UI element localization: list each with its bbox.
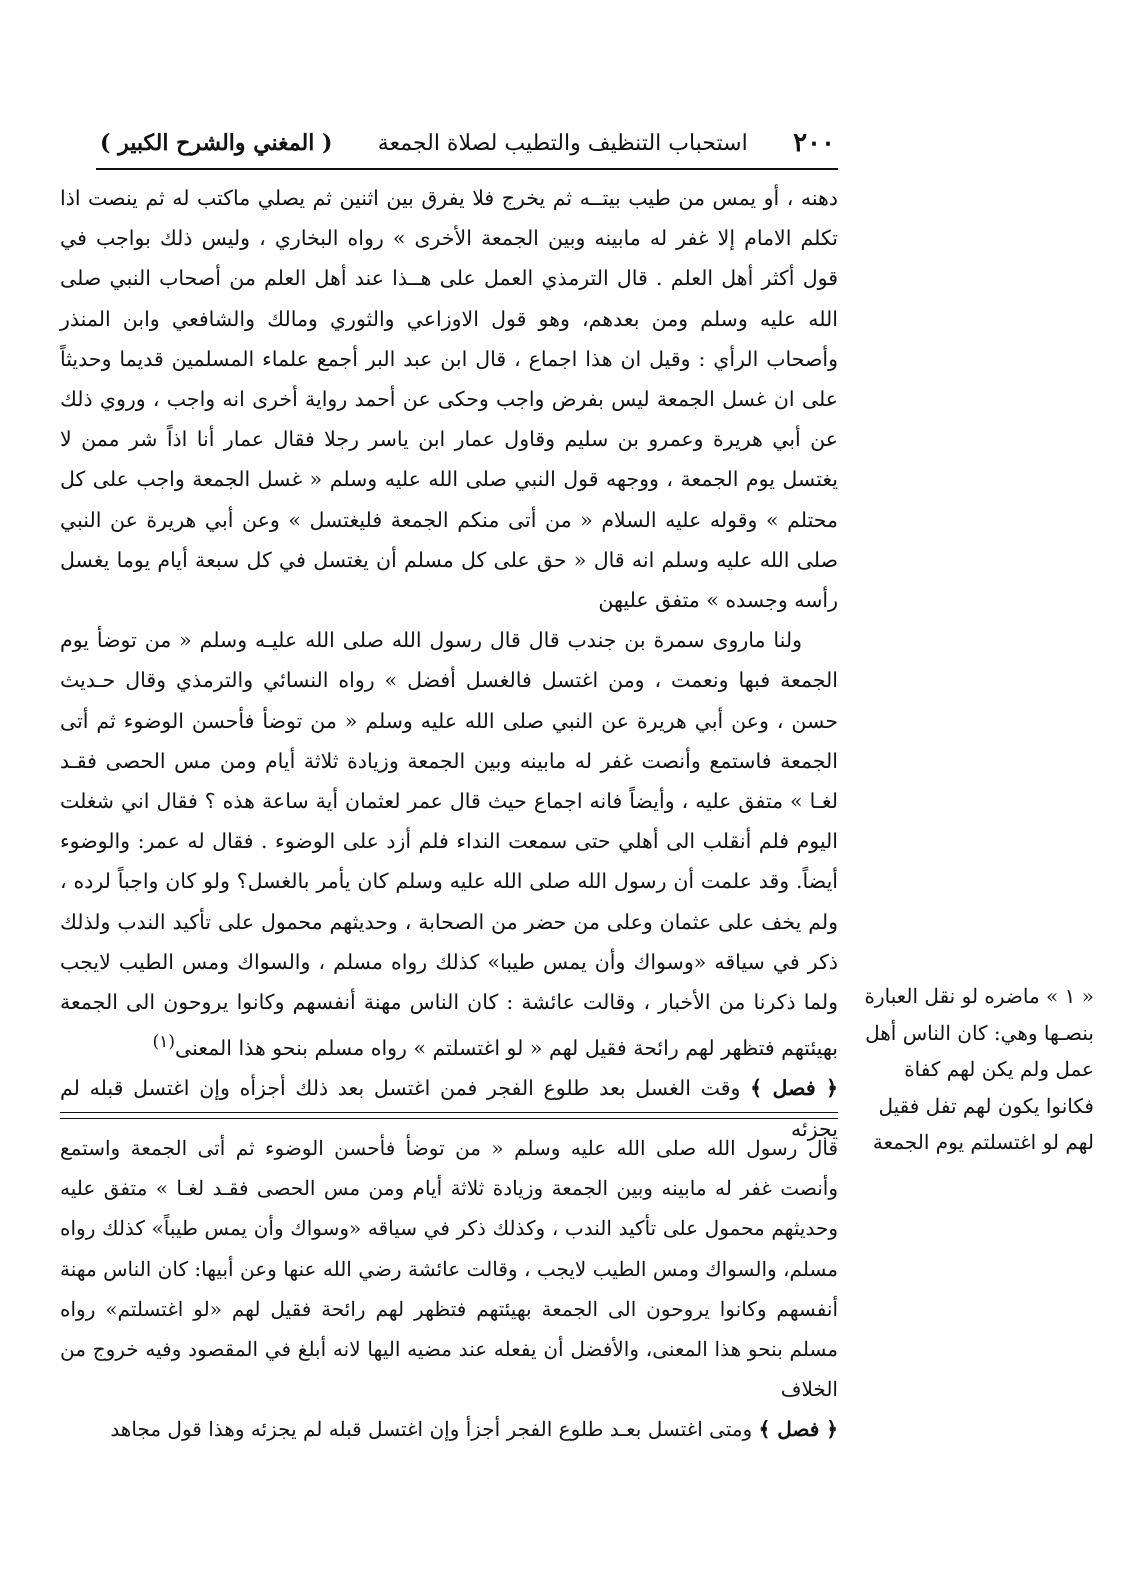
footnote-marker: (١) [152, 1032, 176, 1053]
commentary-text [60, 1128, 838, 1450]
page-header [100, 118, 835, 168]
header-title: استحباب التنظيف والتطيب لصلاة الجمعة [377, 130, 748, 156]
main-paragraph-2-text: ولنا ماروى سمرة بن جندب قال قال رسول الله صلى الله عليـه وسلم « من توضأ يوم الجمعة فبها ونعمت ، ومن اغتسل فالغسل أفضل » رواه النسائي والترمذي وقال حـديث حسن ، وعن أبي هريرة عن النبي صلى الله عليه وسلم « من توضأ فأحسن الوضوء ثم أتى الجمعة فاستمع وأنصت غفر له مابينه وبين الجمعة وزيادة ثلاثة أيام ومن مس الحصى فقـد لغـا » متفق عليه ، وأيضاً فانه اجماع حيث قال عمر لعثمان أية ساعة هذه ؟ فقال اني شغلت اليوم فلم أنقلب الى أهلي حتى سمعت النداء فلم أزد على الوضوء . فقال له عمر: والوضوء أيضاً. وقد علمت أن رسول الله صلى الله عليه وسلم كان يأمر بالغسل؟ ولو كان واجباً لرده ، ولم يخف على عثمان وعلى من حضر من الصحابة ، وحديثهم محمول على تأكيد الندب ولذلك ذكر في سياقه «وسواك وأن يمس طيبا» كذلك رواه مسلم ، والسواك ومس الطيب لايجب ولما ذكرنا من الأخبار ، وقالت عائشة : كان الناس مهنة أنفسهم وكانوا يروحون الى الجمعة بهيئتهم فتظهر لهم رائحة فقيل لهم « لو اغتسلتم » رواه مسلم بنحو هذا المعنى [60, 628, 838, 1061]
header-rule [96, 168, 838, 170]
main-text [60, 178, 838, 1149]
commentary-paragraph-2-text: ومتى اغتسل بعـد طلوع الفجر أجزأ وإن اغتسل قبله لم يجزئه وهذا قول مجاهد [110, 1417, 753, 1442]
main-paragraph-1: دهنه ، أو يمس من طيب بيتــه ثم يخرج فلا يفرق بين اثنين ثم يصلي ماكتب له ثم ينصت اذا تكلم الامام إلا غفر له مابينه وبين الجمعة الأخرى » رواه البخاري ، وليس ذلك بواجب في قول أكثر أهل العلم . قال الترمذي العمل على هــذا عند أهل العلم من أصحاب النبي صلى الله عليه وسلم ومن بعدهم، وهو قول الاوزاعي والثوري ومالك والشافعي وابن المنذر وأصحاب الرأي : وقيل ان هذا اجماع ، قال ابن عبد البر أجمع علماء المسلمين قديما وحديثاً على ان غسل الجمعة ليس بفرض واجب وحكى عن أحمد رواية أخرى انه واجب ، وروي ذلك عن أبي هريرة وعمرو بن سليم وقاول عمار ابن ياسر رجلا فقال عمار أنا اذاً شر ممن لا يغتسل يوم الجمعة ، ووجهه قول النبي صلى الله عليه وسلم « غسل الجمعة واجب على كل محتلم » وقوله عليه السلام « من أتى منكم الجمعة فليغتسل » وعن أبي هريرة عن النبي صلى الله عليه وسلم انه قال « حق على كل مسلم أن يغتسل في كل سبعة أيام يوما يغسل رأسه وجسده » متفق عليهن [60, 186, 838, 613]
section-divider [60, 1112, 838, 1119]
header-book-name: ( المغني والشرح الكبير ) [100, 130, 333, 156]
main-paragraph-3-text: وقت الغسل بعد طلوع الفجر فمن اغتسل بعد ذلك أجزأه وإن اغتسل قبله لم يجزئه [60, 1076, 838, 1141]
commentary-paragraph-2 [60, 1409, 838, 1449]
commentary-paragraph-1: قال رسول الله صلى الله عليه وسلم « من توضأ فأحسن الوضوء ثم أتى الجمعة واستمع وأنصت غفر له مابينه وبين الجمعة وزيادة ثلاثة أيام ومن مس الحصى فقـد لغـا » متفق عليه وحديثهم محمول على تأكيد الندب ، وكذلك ذكر في سياقه «وسواك وأن يمس طيباً» كذلك رواه مسلم، والسواك ومس الطيب لايجب ، وقالت عائشة رضي الله عنها وعن أبيها: كان الناس مهنة أنفسهم وكانوا يروحون الى الجمعة بهيئتهم فتظهر لهم رائحة فقيل لهم «لو اغتسلتم» رواه مسلم بنحو هذا المعنى، والأفضل أن يفعله عند مضيه اليها لانه أبلغ في المقصود وفيه خروج من الخلاف [60, 1136, 838, 1402]
margin-footnote: « ١ » ماضره لو نقل العبارة بنصـها وهي: كان الناس أهل عمل ولم يكن لهم كفاة فكانوا يكون لهم تفل فقيل لهم لو اغتسلتم يوم الجمعة [864, 984, 1094, 1154]
commentary-fasl-label: ﴿ فصل ﴾ [758, 1417, 838, 1442]
page-number: ٢٠٠ [793, 128, 835, 158]
main-paragraph-2 [60, 620, 838, 1068]
fasl-label: ﴿ فصل ﴾ [750, 1076, 838, 1101]
